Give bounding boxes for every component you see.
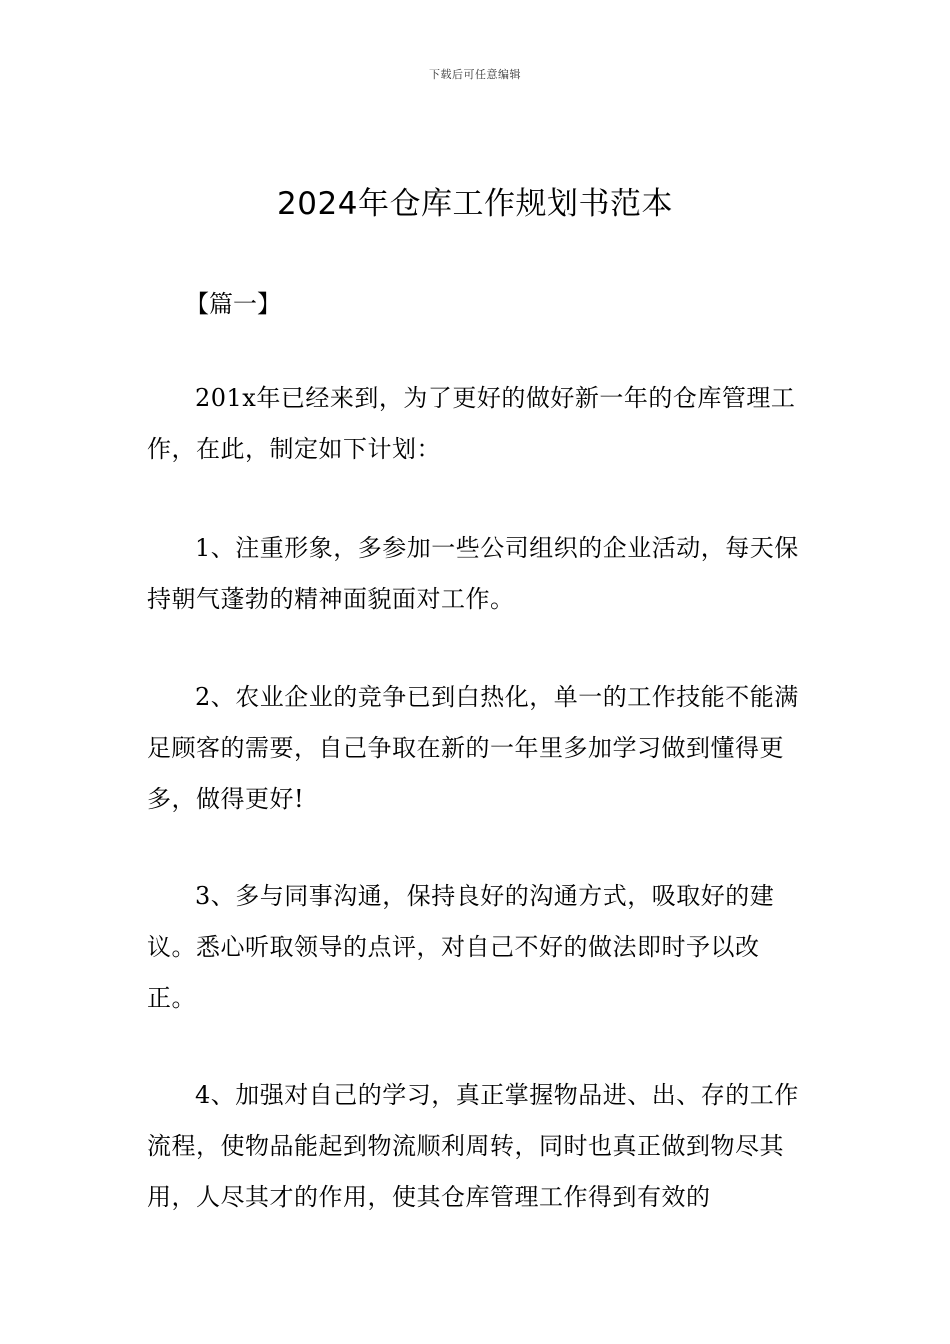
paragraph-item-4: 4、加强对自己的学习，真正掌握物品进、出、存的工作流程，使物品能起到物流顺利周转，同时也真正做到物尽其用，人尽其才的作用，使其仓库管理工作得到有效的 xyxy=(147,1081,799,1211)
paragraph-item-1: 1、注重形象，多参加一些公司组织的企业活动，每天保持朝气蓬勃的精神面貌面对工作。 xyxy=(147,534,799,613)
paragraph-item-3: 3、多与同事沟通，保持良好的沟通方式，吸取好的建议。悉心听取领导的点评，对自己不好的做法即时予以改正。 xyxy=(147,882,775,1012)
paragraph-intro: 201x年已经来到，为了更好的做好新一年的仓库管理工作，在此，制定如下计划： xyxy=(147,384,796,463)
header-note: 下载后可任意编辑 xyxy=(429,68,521,81)
document-title: 2024年仓库工作规划书范本 xyxy=(277,186,673,222)
section-heading: 【篇一】 xyxy=(185,290,281,318)
paragraph-item-2: 2、农业企业的竞争已到白热化，单一的工作技能不能满足顾客的需要，自己争取在新的一年里多加学习做到懂得更多，做得更好! xyxy=(147,683,799,813)
